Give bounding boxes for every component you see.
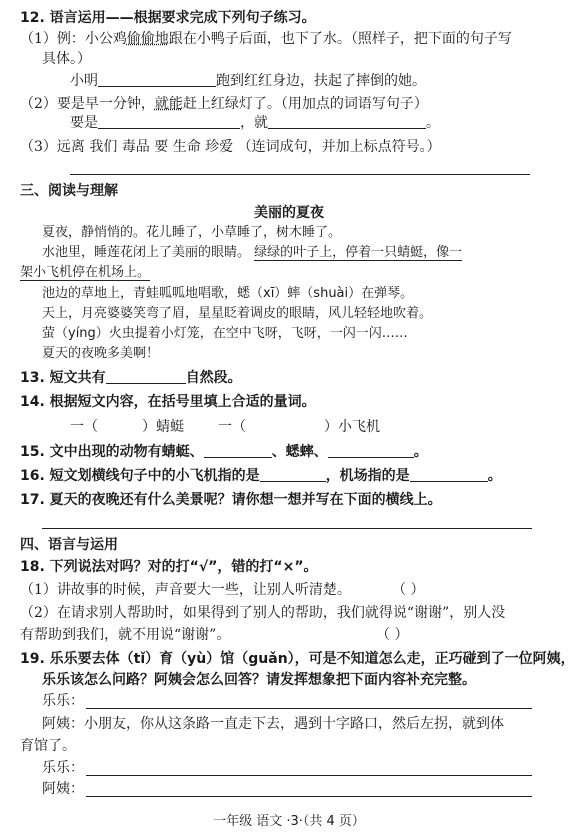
q14-item2-prefix: 一（ <box>218 419 246 435</box>
q12-s1-line2: 具体。） <box>42 51 91 67</box>
q12-s2-text-a: （2）要是早一分钟， <box>20 96 155 112</box>
section4-header: 四、语言与运用 <box>20 537 118 553</box>
q18-item2-line1: （2）在请求别人帮助时，如果得到了别人的帮助，我们就得说“谢谢”，别人没 <box>20 605 506 621</box>
q16-text-c: 。 <box>487 468 502 484</box>
q12-s1-answer-blank[interactable] <box>98 72 216 87</box>
q15 <box>20 443 428 461</box>
q15-text-a: 15. 文中出现的动物有蜻蜓、 <box>20 444 204 460</box>
q13-text-b: 自然段。 <box>185 370 242 386</box>
q19-lele-2-label: 乐乐： <box>42 760 84 776</box>
page-footer: 一年级 语文 ·3·（共 4 页） <box>213 814 365 829</box>
q18-header: 18. 下列说法对吗？对的打“√”，错的打“×”。 <box>20 559 318 575</box>
q14-items <box>70 418 380 436</box>
q19-line1: 19. 乐乐要去体（tǐ）育（yù）馆（guǎn），可是不知道怎么走，正巧碰到了一位阿姨， <box>20 651 575 667</box>
q14-item1-suffix: ）蜻蜓 <box>142 419 184 435</box>
q16-blank-2[interactable] <box>410 467 488 482</box>
q19-ayi-2-line[interactable] <box>86 796 532 797</box>
q19-lele-2-line[interactable] <box>86 775 532 776</box>
passage-p2 <box>42 244 462 262</box>
passage-p1: 夏夜，静悄悄的。花儿睡了，小草睡了，树木睡了。 <box>42 225 342 240</box>
q16-text-b: ，机场指的是 <box>325 468 410 484</box>
q12-s2-blank-2[interactable] <box>268 114 426 129</box>
q14-item1-prefix: 一（ <box>70 419 98 435</box>
q12-s2-dotted-word: 就能 <box>154 96 183 112</box>
q12-s2-line1 <box>20 95 428 113</box>
q12-s1-dotted-word: 偷偷地 <box>126 31 169 47</box>
passage-p5: 萤（yíng）火虫提着小灯笼，在空中飞呀，飞呀，一闪一闪…… <box>42 326 408 341</box>
q12-s2-yaoshi: 要是 <box>70 115 98 131</box>
q12-s2-jiu: ，就 <box>240 115 268 131</box>
q12-s1-text-a: （1）例：小公鸡 <box>20 31 127 47</box>
q12-s1-rest: 跑到红红身边，扶起了摔倒的她。 <box>216 73 426 89</box>
q19-lele-2 <box>42 759 84 777</box>
passage-title: 美丽的夏夜 <box>254 205 324 221</box>
passage-p2-a: 水池里，睡莲花闭上了美丽的眼睛。 <box>42 245 251 260</box>
section3-header: 三、阅读与理解 <box>20 183 118 199</box>
q12-s2-line2 <box>70 114 440 132</box>
q12-s1-text-b: 跟在小鸭子后面，也下了水。（照样子，把下面的句子写 <box>168 31 512 47</box>
q16-blank-1[interactable] <box>260 467 326 482</box>
q14-header: 14. 根据短文内容，在括号里填上合适的量词。 <box>20 394 316 410</box>
q19-ayi-1: 阿姨：小朋友，你从这条路一直走下去，遇到十字路口，然后左拐，就到体 <box>42 716 504 732</box>
passage-p4: 天上，月亮婆婆笑弯了眉，星星眨着调皮的眼睛，风儿轻轻地吹着。 <box>42 306 433 321</box>
q19-line2: 乐乐该怎么问路？阿姨会怎么回答？请发挥想象把下面内容补充完整。 <box>42 672 476 688</box>
q12-s3-answer-line[interactable] <box>70 174 530 175</box>
q13 <box>20 369 242 387</box>
q13-blank[interactable] <box>106 369 186 384</box>
passage-p3: 池边的草地上，青蛙呱呱地唱歌，蟋（xī）蟀（shuài）在弹琴。 <box>42 286 414 301</box>
q19-ayi-2 <box>42 780 84 798</box>
q14-item2-suffix: ）小飞机 <box>324 419 380 435</box>
q19-ayi-1-cont: 育馆了。 <box>20 738 76 754</box>
passage-p2-cont <box>20 264 150 282</box>
q12-s1-line3 <box>70 72 426 90</box>
q18-item2-line2: 有帮助到我们，就不用说“谢谢”。 <box>20 627 231 643</box>
q16 <box>20 467 502 485</box>
q12-header: 12. 语言运用——根据要求完成下列句子练习。 <box>20 10 316 26</box>
q16-text-a: 16. 短文划横线句子中的小飞机指的是 <box>20 468 260 484</box>
q12-s1-subject: 小明 <box>70 73 98 89</box>
q18-item1 <box>20 581 351 599</box>
passage-p2-underlined-cont: 架小飞机停在机场上。 <box>20 265 151 280</box>
passage-p6: 夏天的夜晚多美啊！ <box>42 346 160 361</box>
q15-text-c: 。 <box>413 444 428 460</box>
q19-lele-1 <box>42 692 84 710</box>
q12-s2-period: 。 <box>426 115 440 131</box>
q18-item1-text: （1）讲故事的时候，声音要大一些，让别人听清楚。 <box>20 582 351 598</box>
q15-blank-1[interactable] <box>204 443 272 458</box>
q19-lele-1-label: 乐乐： <box>42 693 84 709</box>
passage-p2-underlined: 绿绿的叶子上，停着一只蜻蜓，像一 <box>254 245 463 260</box>
q17-answer-line[interactable] <box>42 528 532 529</box>
q12-s1-line1 <box>20 30 512 48</box>
q18-item2-answer[interactable]: （ ） <box>376 627 409 643</box>
q17: 17. 夏天的夜晚还有什么美景呢？请你想一想并写在下面的横线上。 <box>20 492 442 508</box>
q12-s2-text-b: 赶上红绿灯了。（用加点的词语写句子） <box>182 96 428 112</box>
q12-s2-blank-1[interactable] <box>98 114 240 129</box>
q12-s3-line1: （3）远离 我们 毒品 要 生命 珍爱 （连词成句，并加上标点符号。） <box>20 139 441 155</box>
q13-text-a: 13. 短文共有 <box>20 370 106 386</box>
q18-item1-answer[interactable]: （ ） <box>392 582 425 598</box>
q19-lele-1-line[interactable] <box>86 708 532 709</box>
q15-blank-2[interactable] <box>328 443 414 458</box>
q19-ayi-2-label: 阿姨： <box>42 781 84 797</box>
q15-text-b: 、蟋蟀、 <box>271 444 328 460</box>
